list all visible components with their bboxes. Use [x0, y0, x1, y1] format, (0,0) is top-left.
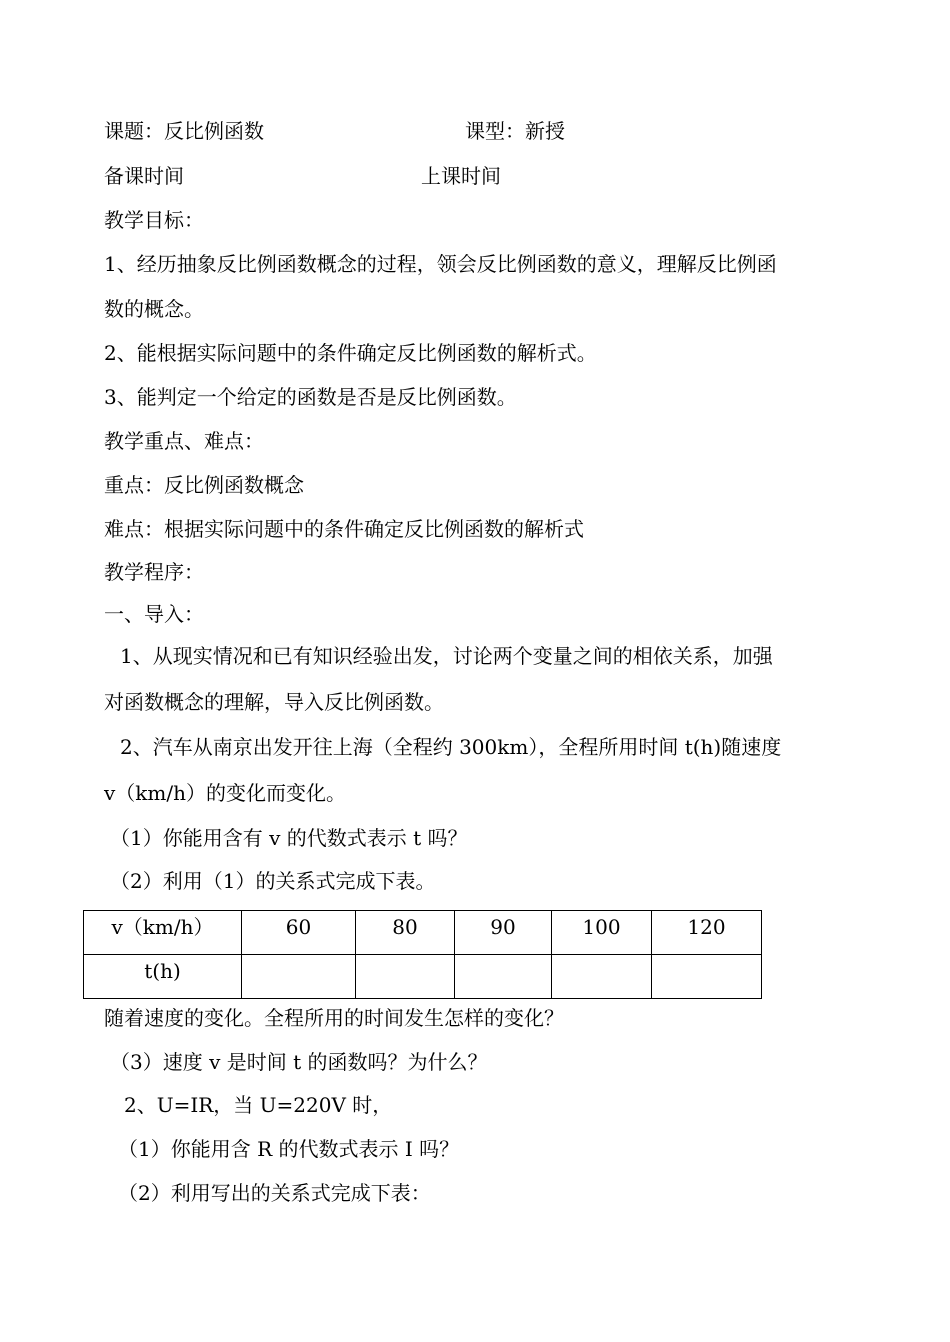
table-cell: 90	[455, 911, 552, 955]
table-cell: 80	[356, 911, 455, 955]
after-table-text: 随着速度的变化。全程所用的时间发生怎样的变化？	[104, 1006, 564, 1030]
objective-3: 3、能判定一个给定的函数是否是反比例函数。	[104, 385, 517, 409]
table-cell	[652, 955, 762, 999]
paragraph-2-line-1: 2、汽车从南京出发开往上海（全程约 300km），全程所用时间 t(h)随速度	[120, 735, 782, 759]
prep-time-label: 备课时间	[104, 164, 184, 188]
intro-heading: 一、导入：	[104, 602, 204, 626]
table-row	[84, 955, 762, 999]
paragraph-1-line-1: 1、从现实情况和已有知识经验出发，讨论两个变量之间的相依关系，加强	[120, 644, 773, 668]
lesson-topic: 课题：反比例函数	[104, 119, 264, 143]
speed-time-table	[83, 910, 762, 999]
procedure-heading: 教学程序：	[104, 560, 204, 584]
objectives-heading: 教学目标：	[104, 208, 204, 232]
paragraph-3-question-1: （1）你能用含 R 的代数式表示 I 吗？	[118, 1137, 460, 1161]
table-cell	[455, 955, 552, 999]
table-cell	[552, 955, 652, 999]
table-row	[84, 911, 762, 955]
lesson-type: 课型：新授	[465, 119, 565, 143]
objective-2: 2、能根据实际问题中的条件确定反比例函数的解析式。	[104, 341, 597, 365]
table-cell	[242, 955, 356, 999]
table-cell: t(h)	[84, 955, 242, 999]
objective-1-line-2: 数的概念。	[104, 297, 204, 321]
table-cell: 100	[552, 911, 652, 955]
paragraph-2-line-2: v（km/h）的变化而变化。	[104, 781, 347, 805]
paragraph-1-line-2: 对函数概念的理解，导入反比例函数。	[104, 690, 444, 714]
question-2: （2）利用（1）的关系式完成下表。	[110, 869, 436, 893]
paragraph-3-question-2: （2）利用写出的关系式完成下表：	[118, 1181, 431, 1205]
table-cell: v（km/h）	[84, 911, 242, 955]
focus-heading: 教学重点、难点：	[104, 429, 264, 453]
table-cell: 120	[652, 911, 762, 955]
objective-1-line-1: 1、经历抽象反比例函数概念的过程，领会反比例函数的意义，理解反比例函	[104, 252, 777, 276]
key-point: 重点：反比例函数概念	[104, 473, 304, 497]
table-cell	[356, 955, 455, 999]
table-cell: 60	[242, 911, 356, 955]
class-time-label: 上课时间	[421, 164, 501, 188]
paragraph-3: 2、U=IR，当 U=220V 时，	[124, 1093, 393, 1117]
question-1: （1）你能用含有 v 的代数式表示 t 吗？	[110, 826, 468, 850]
question-3: （3）速度 v 是时间 t 的函数吗？为什么？	[110, 1050, 488, 1074]
difficulty-point: 难点：根据实际问题中的条件确定反比例函数的解析式	[104, 517, 584, 541]
